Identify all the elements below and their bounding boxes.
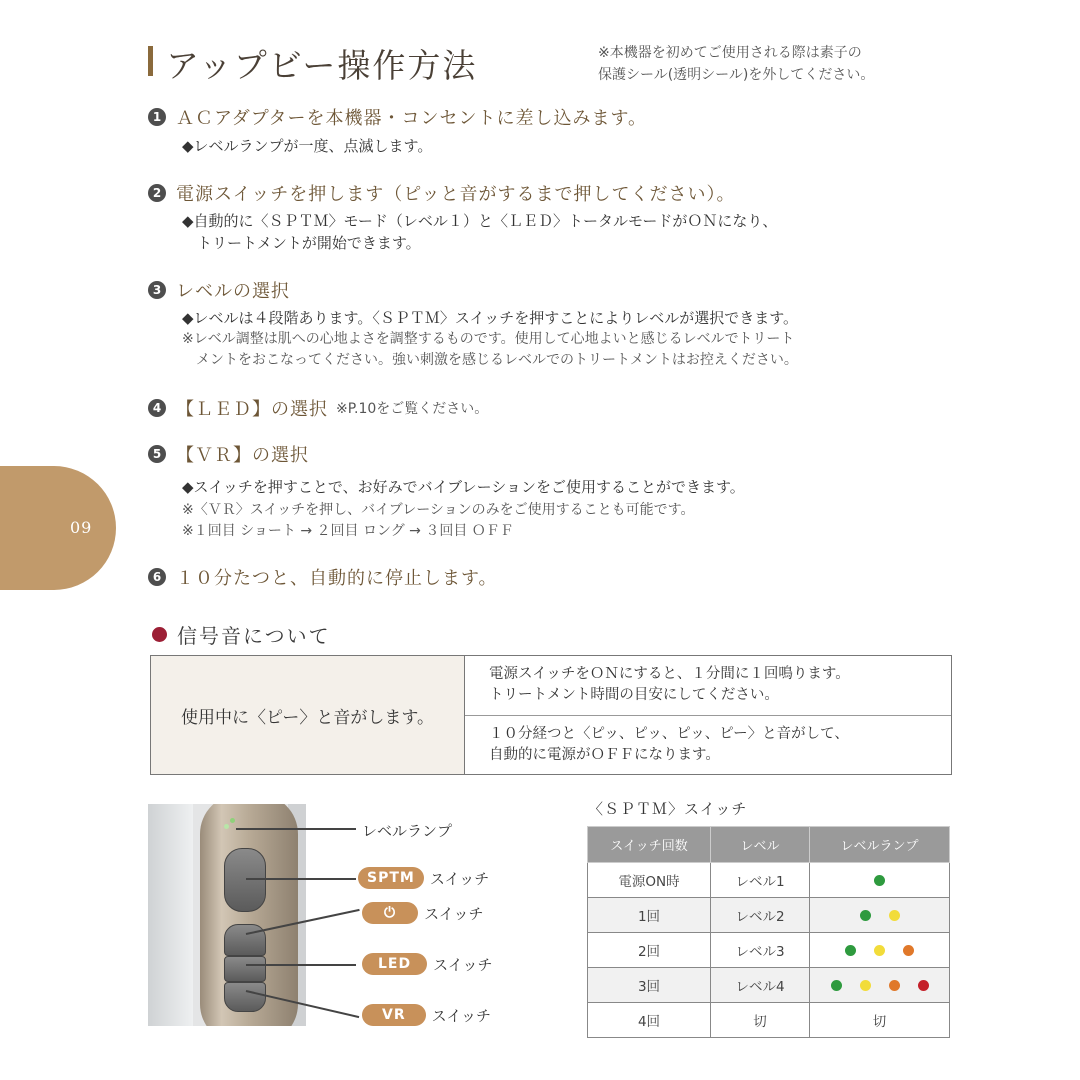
device-photo	[148, 804, 306, 1026]
level-cell: レベル1	[711, 863, 810, 898]
vr-switch[interactable]	[224, 982, 266, 1012]
signal-line: トリートメント時間の目安にしてください。	[489, 687, 779, 704]
lamp-dot-icon	[831, 980, 842, 991]
page-number: 09	[70, 518, 93, 537]
title-accent-bar	[148, 46, 153, 76]
table-row	[588, 1003, 950, 1038]
switch-label: スイッチ	[431, 1006, 492, 1025]
column-header: レベル	[711, 827, 810, 863]
step-number-badge: 4	[148, 399, 166, 417]
signal-table-label: 使用中に〈ピー〉と音がします。	[151, 656, 465, 774]
step-note: ※レベル調整は肌への心地よさを調整するものです。使用して心地よいと感じるレベルでトリート	[182, 331, 795, 347]
level-lamp-cell	[810, 968, 950, 1003]
level-lamp-cell	[810, 1003, 950, 1038]
switch-count-cell: 電源ON時	[588, 863, 711, 898]
step-note: メントをおこなってください。強い刺激を感じるレベルでのトリートメントはお控えください。	[182, 352, 798, 368]
level-lamp-cell	[810, 933, 950, 968]
lamp-dot-icon	[918, 980, 929, 991]
step-1	[148, 104, 647, 157]
led-switch[interactable]	[224, 956, 266, 982]
lamp-dot-icon	[874, 945, 885, 956]
level-cell: 切	[711, 1003, 810, 1038]
signal-table-cell	[465, 715, 951, 775]
step-heading: 【ＶＲ】の選択	[176, 445, 309, 466]
step-heading: レベルの選択	[176, 281, 290, 302]
signal-title-text: 信号音について	[177, 624, 331, 648]
power-icon: ⏻	[362, 902, 418, 924]
lamp-off-text: 切	[872, 1014, 887, 1030]
step-detail: ◆スイッチを押すことで、お好みでバイブレーションをご使用することができます。	[182, 478, 745, 496]
signal-table-cell	[465, 656, 951, 715]
table-row	[588, 968, 950, 1003]
step-detail: ◆レベルは４段階あります。〈ＳＰＴＭ〉スイッチを押すことによりレベルが選択できます。	[182, 309, 799, 327]
callout-line	[236, 828, 356, 830]
level-lamp-cell	[810, 898, 950, 933]
level-lamp-icon	[230, 818, 235, 823]
step-detail: ◆レベルランプが一度、点滅します。	[182, 137, 433, 155]
step-heading: 電源スイッチを押します（ピッと音がするまで押してください）。	[176, 184, 736, 205]
note-line: ※本機器を初めてご使用される際は素子の	[598, 45, 862, 61]
step-6	[148, 564, 498, 590]
lamp-dot-icon	[860, 980, 871, 991]
lamp-dot-icon	[874, 875, 885, 886]
note-line: 保護シール(透明シール)を外してください。	[598, 67, 875, 83]
switch-count-cell: 2回	[588, 933, 711, 968]
table-row	[588, 863, 950, 898]
switch-count-cell: 3回	[588, 968, 711, 1003]
step-note: ※〈ＶＲ〉スイッチを押し、バイブレーションのみをご使用することも可能です。	[182, 502, 695, 518]
level-lamp-icon	[224, 824, 229, 829]
led-switch-callout	[362, 953, 493, 975]
protective-seal-note	[598, 42, 874, 86]
page-title: アップビー操作方法	[166, 46, 478, 85]
column-header: スイッチ回数	[588, 827, 711, 863]
step-detail: トリートメントが開始できます。	[182, 234, 421, 252]
level-cell: レベル3	[711, 933, 810, 968]
switch-label: スイッチ	[424, 904, 484, 923]
signal-line: １０分経つと〈ピッ、ピッ、ピッ、ピー〉と音がして、	[489, 725, 849, 742]
level-lamp-cell	[810, 863, 950, 898]
step-heading: １０分たつと、自動的に停止します。	[176, 568, 498, 589]
step-number-badge: 3	[148, 281, 166, 299]
level-lamp-label: レベルランプ	[362, 822, 453, 840]
table-row	[588, 933, 950, 968]
lamp-dot-icon	[860, 910, 871, 921]
lamp-dot-icon	[903, 945, 914, 956]
switch-label: スイッチ	[429, 869, 490, 888]
switch-count-cell: 1回	[588, 898, 711, 933]
step-heading: ＡＣアダプターを本機器・コンセントに差し込みます。	[176, 108, 648, 129]
sptm-pill: SPTM	[358, 867, 424, 889]
step-3	[148, 277, 798, 371]
step-heading: 【ＬＥＤ】の選択	[176, 399, 328, 420]
page-number-tab	[0, 466, 116, 590]
sptm-table-title: 〈ＳＰＴＭ〉スイッチ	[588, 800, 748, 818]
lamp-dot-icon	[889, 980, 900, 991]
table-row	[588, 898, 950, 933]
step-2	[148, 180, 777, 254]
step-page-reference: ※P.10をご覧ください。	[336, 401, 489, 417]
step-number-badge: 1	[148, 108, 166, 126]
power-switch[interactable]	[224, 924, 266, 956]
signal-line: 自動的に電源がＯＦＦになります。	[489, 746, 720, 763]
lamp-dot-icon	[889, 910, 900, 921]
sptm-switch-callout	[358, 867, 489, 889]
step-5	[148, 441, 745, 542]
level-cell: レベル4	[711, 968, 810, 1003]
callout-line	[246, 964, 356, 966]
power-switch-callout	[362, 902, 483, 924]
signal-section-title	[152, 620, 331, 649]
sptm-switch[interactable]	[224, 848, 266, 912]
lamp-dot-icon	[845, 945, 856, 956]
switch-count-cell: 4回	[588, 1003, 711, 1038]
signal-table	[150, 655, 952, 775]
signal-line: 電源スイッチをＯＮにすると、１分間に１回鳴ります。	[489, 666, 850, 683]
step-note: ※１回目 ショート → ２回目 ロング → ３回目 ＯＦＦ	[182, 523, 514, 539]
step-number-badge: 6	[148, 568, 166, 586]
callout-line	[246, 878, 356, 880]
step-4	[148, 395, 488, 421]
column-header: レベルランプ	[810, 827, 950, 863]
step-number-badge: 5	[148, 445, 166, 463]
vr-pill: VR	[362, 1004, 426, 1026]
sptm-level-table	[587, 826, 950, 1038]
vr-switch-callout	[362, 1004, 491, 1026]
step-number-badge: 2	[148, 184, 166, 202]
bullet-dot-icon	[152, 627, 167, 642]
level-cell: レベル2	[711, 898, 810, 933]
led-pill: LED	[362, 953, 427, 975]
step-detail: ◆自動的に〈ＳＰＴＭ〉モード（レベル１）と〈ＬＥＤ〉トータルモードがＯＮになり、	[182, 212, 778, 230]
switch-label: スイッチ	[433, 955, 493, 974]
